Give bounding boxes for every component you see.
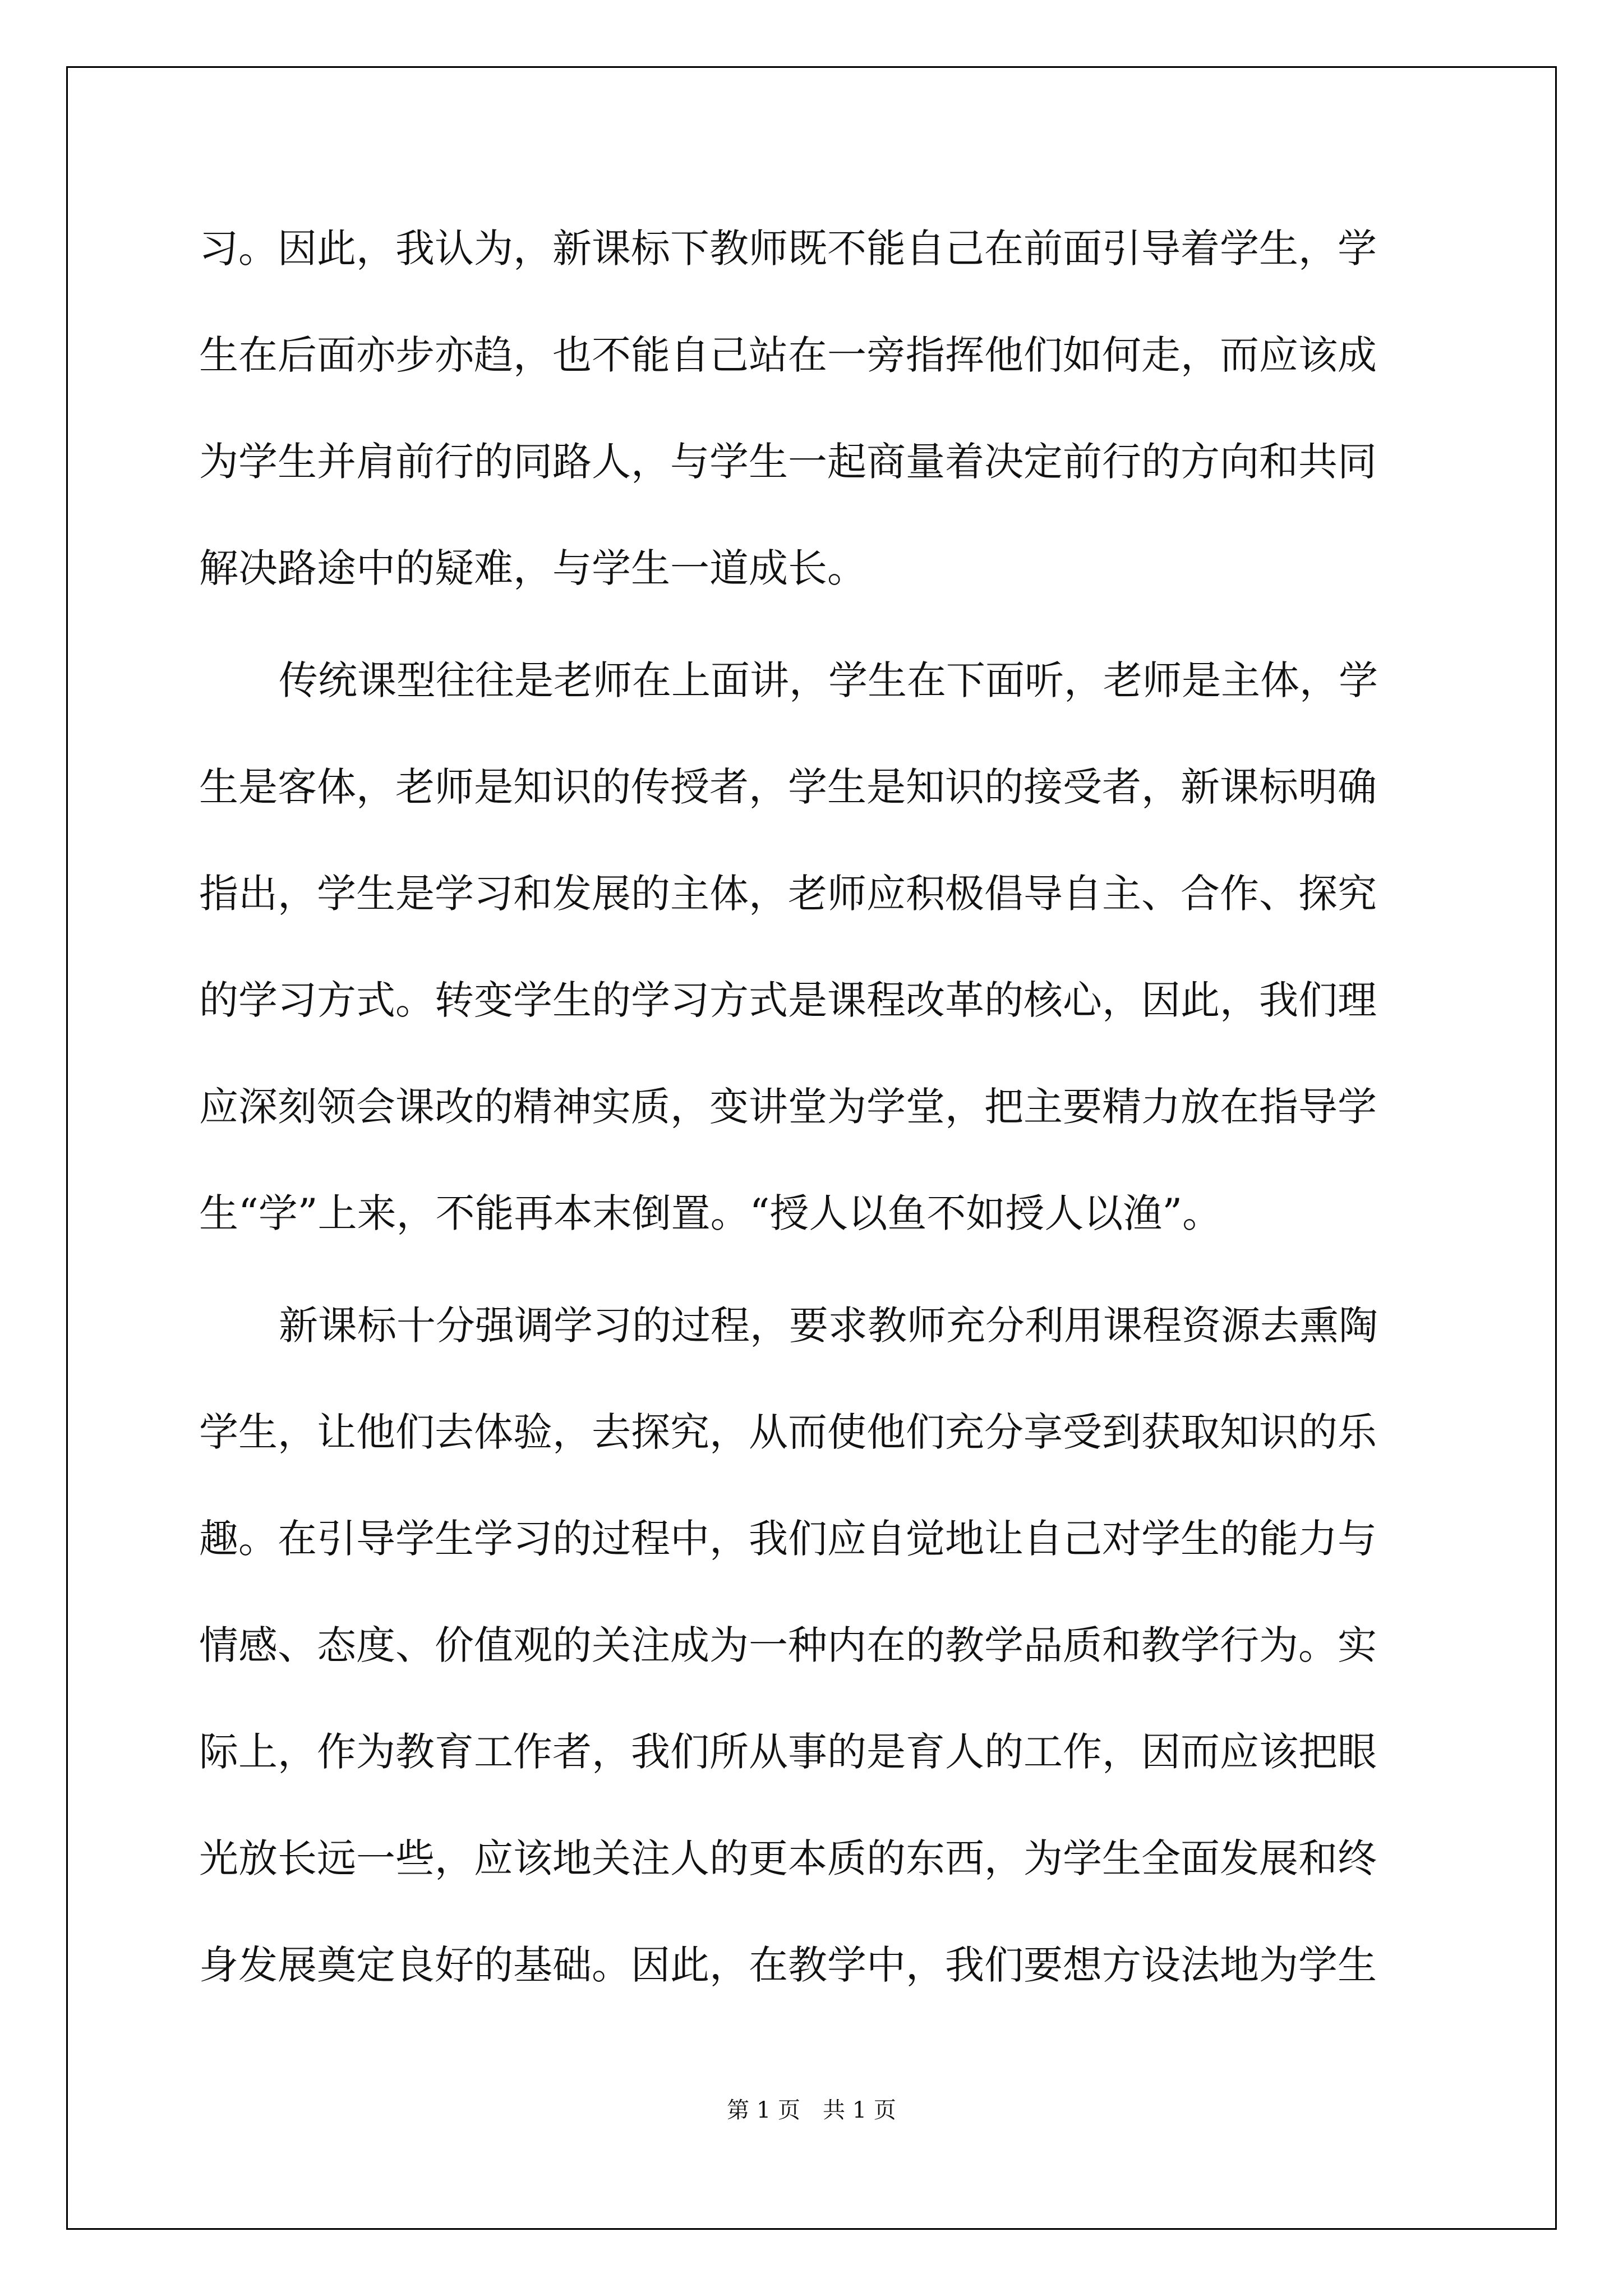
page-number: 第 1 页 [727, 2097, 800, 2123]
text-line: 际上，作为教育工作者，我们所从事的是育人的工作，因而应该把眼 [199, 1729, 1377, 1775]
text-line: 应深刻领会课改的精神实质，变讲堂为学堂，把主要精力放在指导学 [199, 1084, 1377, 1130]
text-line: 指出，学生是学习和发展的主体，老师应积极倡导自主、合作、探究 [199, 871, 1377, 917]
text-line: 生“学”上来，不能再本末倒置。“授人以鱼不如授人以渔”。 [199, 1190, 1222, 1236]
text-line: 学生，让他们去体验，去探究，从而使他们充分享受到获取知识的乐 [199, 1409, 1377, 1455]
text-line: 生在后面亦步亦趋，也不能自己站在一旁指挥他们如何走，而应该成 [199, 332, 1377, 378]
text-line: 情感、态度、价值观的关注成为一种内在的教学品质和教学行为。实 [199, 1622, 1377, 1668]
page-footer [0, 2093, 1623, 2127]
page-border [66, 66, 1557, 2230]
text-line: 身发展奠定良好的基础。因此，在教学中，我们要想方设法地为学生 [199, 1942, 1377, 1988]
text-line: 为学生并肩前行的同路人，与学生一起商量着决定前行的方向和共同 [199, 439, 1377, 485]
paragraph-first-line: 新课标十分强调学习的过程，要求教师充分利用课程资源去熏陶 [279, 1303, 1378, 1349]
paragraph-first-line: 传统课型往往是老师在上面讲，学生在下面听，老师是主体，学 [279, 657, 1378, 703]
total-pages: 共 1 页 [823, 2097, 896, 2123]
text-line: 解决路途中的疑难，与学生一道成长。 [199, 545, 866, 591]
text-line: 生是客体，老师是知识的传授者，学生是知识的接受者，新课标明确 [199, 764, 1377, 810]
text-line: 光放长远一些，应该地关注人的更本质的东西，为学生全面发展和终 [199, 1835, 1377, 1881]
text-line: 趣。在引导学生学习的过程中，我们应自觉地让自己对学生的能力与 [199, 1516, 1377, 1562]
text-line: 习。因此，我认为，新课标下教师既不能自己在前面引导着学生，学 [199, 226, 1377, 272]
text-line: 的学习方式。转变学生的学习方式是课程改革的核心，因此，我们理 [199, 977, 1377, 1023]
